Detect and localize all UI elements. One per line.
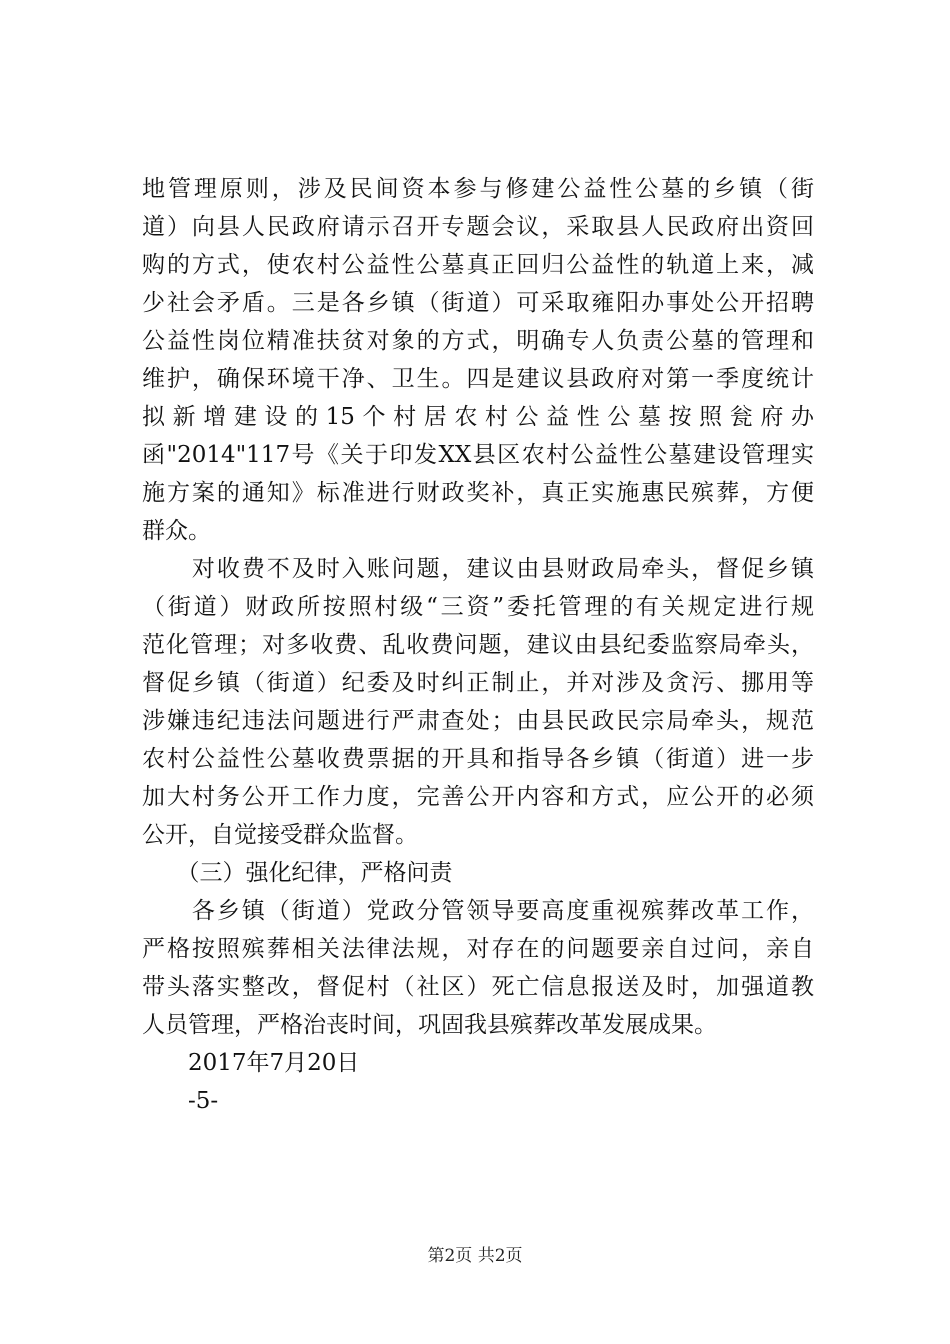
text-line: 人员管理，严格治丧时间，巩固我县殡葬改革发展成果。	[142, 1012, 717, 1038]
text-line: 群众。	[142, 518, 211, 544]
text-line: 加大村务公开工作力度，完善公开内容和方式，应公开的必须	[142, 784, 814, 810]
text-line: 地管理原则，涉及民间资本参与修建公益性公墓的乡镇（街	[142, 176, 814, 202]
text-line: 农村公益性公墓收费票据的开具和指导各乡镇（街道）进一步	[142, 746, 814, 772]
document-body	[142, 170, 814, 1120]
text-line: 督促乡镇（街道）纪委及时纠正制止，并对涉及贪污、挪用等	[142, 670, 814, 696]
text-line: 公开，自觉接受群众监督。	[142, 822, 418, 848]
text-line: 严格按照殡葬相关法律法规，对存在的问题要亲自过问，亲自	[142, 936, 814, 962]
text-line: 施方案的通知》标准进行财政奖补，真正实施惠民殡葬，方便	[142, 480, 814, 506]
text-line: 少社会矛盾。三是各乡镇（街道）可采取雍阳办事处公开招聘	[142, 290, 814, 316]
page-footer: 第2页 共2页	[427, 1246, 523, 1266]
text-line: 范化管理；对多收费、乱收费问题，建议由县纪委监察局牵头，	[142, 632, 814, 658]
text-line: 对收费不及时入账问题，建议由县财政局牵头，督促乡镇	[142, 556, 814, 582]
text-line: 带头落实整改，督促村（社区）死亡信息报送及时，加强道教	[142, 974, 814, 1000]
document-date: 2017年7月20日	[142, 1050, 360, 1076]
text-line: 公益性岗位精准扶贫对象的方式，明确专人负责公墓的管理和	[142, 328, 814, 354]
inline-page-number: -5-	[142, 1088, 219, 1114]
section-heading: （三）强化纪律，严格问责	[142, 860, 453, 886]
text-line: 道）向县人民政府请示召开专题会议，采取县人民政府出资回	[142, 214, 814, 240]
text-line: 涉嫌违纪违法问题进行严肃查处；由县民政民宗局牵头，规范	[142, 708, 814, 734]
text-line: 拟新增建设的15个村居农村公益性公墓按照瓮府办	[142, 404, 814, 430]
text-line: （街道）财政所按照村级“三资”委托管理的有关规定进行规	[142, 594, 814, 620]
text-line: 维护，确保环境干净、卫生。四是建议县政府对第一季度统计	[142, 366, 814, 392]
text-line: 各乡镇（街道）党政分管领导要高度重视殡葬改革工作，	[142, 898, 814, 924]
text-line: 购的方式，使农村公益性公墓真正回归公益性的轨道上来，减	[142, 252, 814, 278]
text-line: 函"2014"117号《关于印发XX县区农村公益性公墓建设管理实	[142, 442, 814, 468]
